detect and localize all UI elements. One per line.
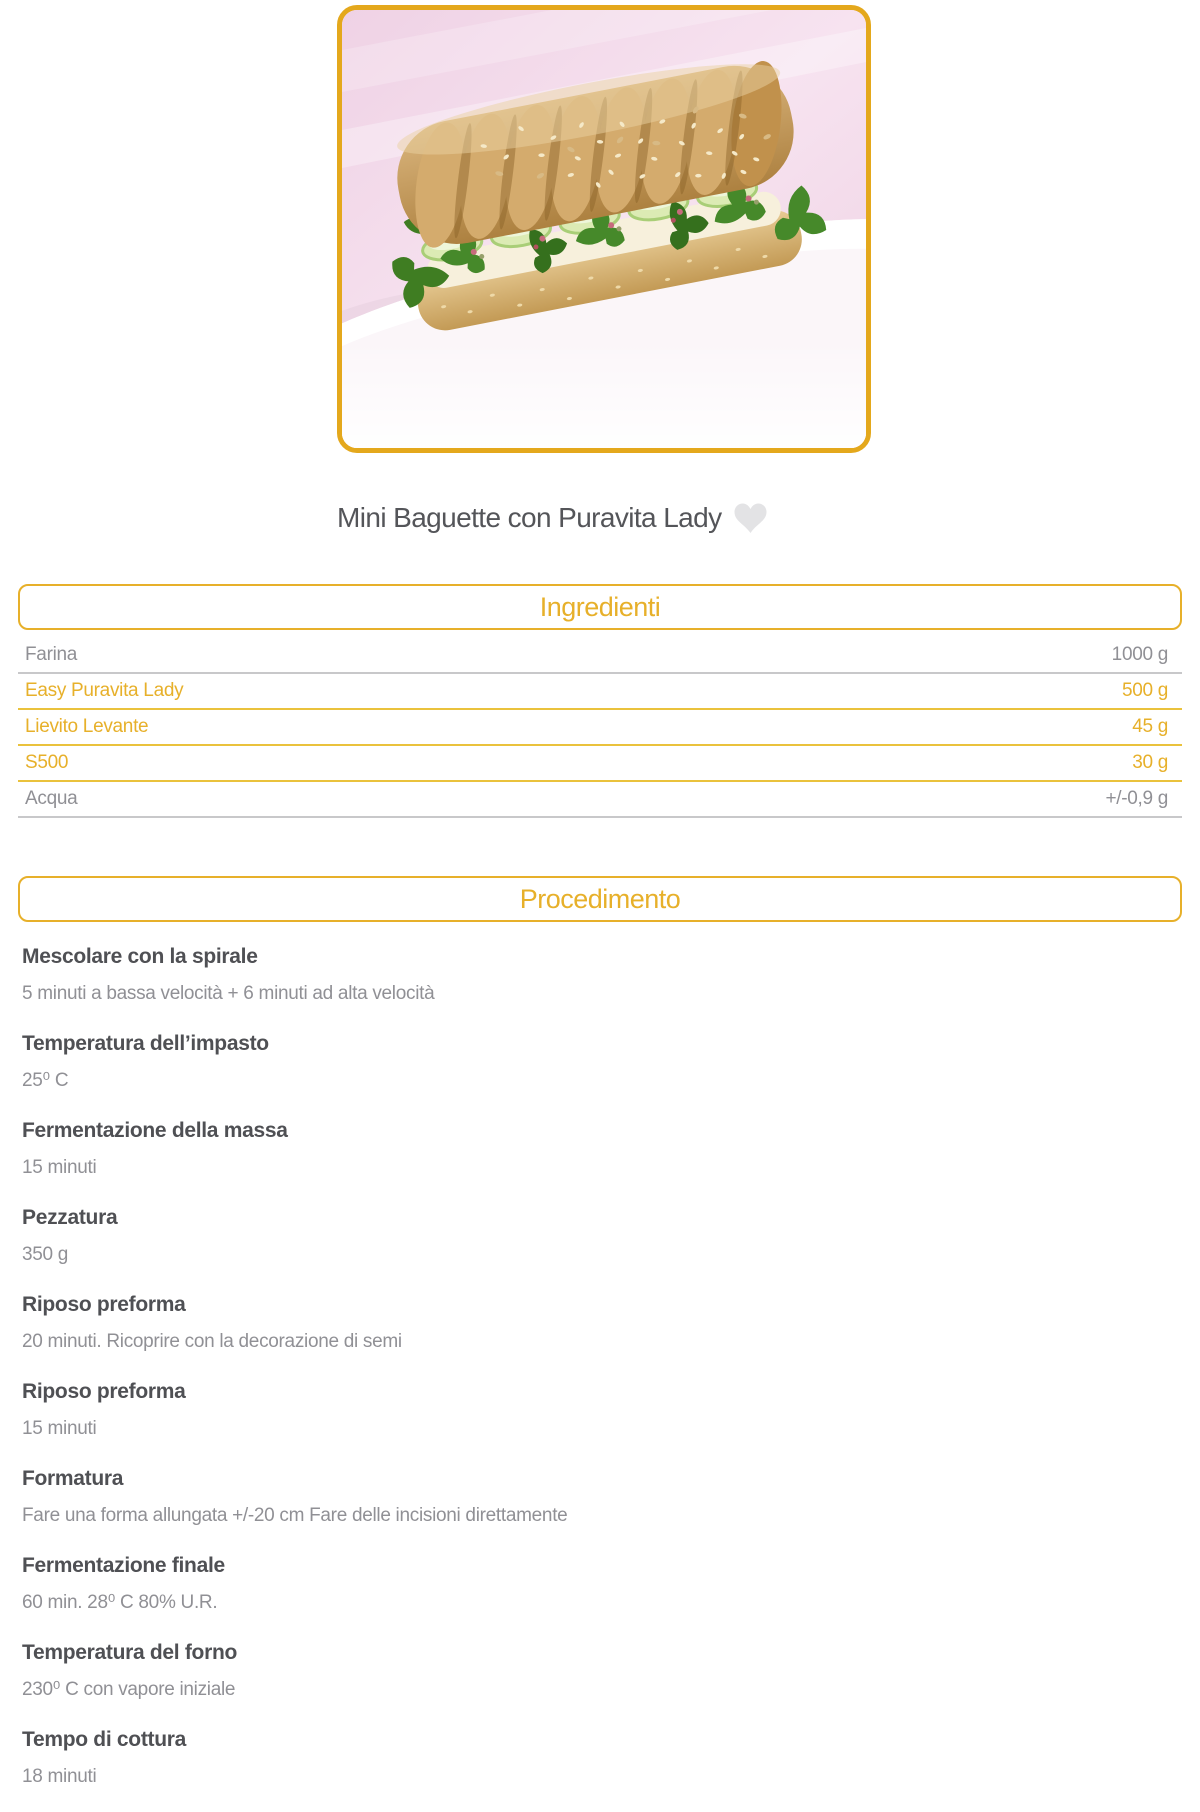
procedure-step (22, 1116, 1172, 1182)
step-title: Fermentazione finale (22, 1554, 225, 1577)
step-text: 230⁰ C con vapore iniziale (22, 1679, 236, 1700)
procedure-step (22, 1551, 1172, 1617)
ingredient-row (18, 746, 1182, 782)
recipe-title: Mini Baguette con Puravita Lady (337, 502, 722, 533)
ingredient-quantity: 500 g (1121, 680, 1168, 701)
recipe-photo-illustration (342, 10, 866, 448)
procedure-header: Procedimento (519, 883, 681, 914)
ingredient-name: Lievito Levante (25, 716, 149, 737)
ingredient-row (18, 674, 1182, 710)
step-text: Fare una forma allungata +/-20 cm Fare delle incisioni direttamente (22, 1505, 568, 1526)
ingredient-name: Acqua (25, 788, 78, 809)
step-text: 60 min. 28⁰ C 80% U.R. (22, 1592, 218, 1613)
procedure-step (22, 1029, 1172, 1095)
step-title: Temperatura del forno (22, 1641, 238, 1664)
step-text: 18 minuti (22, 1766, 97, 1787)
ingredient-name: Farina (25, 644, 78, 665)
procedure-header-box (18, 876, 1182, 922)
ingredients-header: Ingredienti (539, 591, 661, 622)
step-text: 15 minuti (22, 1157, 97, 1178)
ingredients-table (18, 638, 1182, 818)
step-text: 25⁰ C (22, 1070, 69, 1091)
step-title: Tempo di cottura (22, 1728, 186, 1751)
ingredient-name: S500 (25, 752, 69, 773)
step-title: Temperatura dell’impasto (22, 1032, 269, 1055)
ingredient-name: Easy Puravita Lady (25, 680, 184, 701)
ingredient-row (18, 782, 1182, 818)
step-text: 5 minuti a bassa velocità + 6 minuti ad alta velocità (22, 983, 435, 1004)
procedure-step (22, 1464, 1172, 1530)
ingredient-quantity: 30 g (1132, 752, 1168, 773)
procedure-step (22, 1290, 1172, 1356)
heart-icon[interactable] (734, 503, 767, 533)
procedure-step (22, 1377, 1172, 1443)
ingredients-header-box (18, 584, 1182, 630)
step-title: Riposo preforma (22, 1293, 186, 1316)
procedure-step (22, 1203, 1172, 1269)
ingredient-row (18, 638, 1182, 674)
recipe-title-row (337, 497, 767, 539)
ingredient-quantity: 45 g (1132, 716, 1168, 737)
step-text: 15 minuti (22, 1418, 97, 1439)
step-text: 350 g (22, 1244, 69, 1265)
step-text: 20 minuti. Ricoprire con la decorazione di semi (22, 1331, 402, 1352)
step-title: Formatura (22, 1467, 124, 1490)
procedure-step (22, 1638, 1172, 1704)
step-title: Fermentazione della massa (22, 1119, 288, 1142)
ingredient-quantity: +/-0,9 g (1105, 788, 1168, 809)
procedure-step (22, 942, 1172, 1008)
step-title: Riposo preforma (22, 1380, 186, 1403)
ingredient-row (18, 710, 1182, 746)
ingredient-quantity: 1000 g (1111, 644, 1168, 665)
step-title: Mescolare con la spirale (22, 945, 258, 968)
step-title: Pezzatura (22, 1206, 118, 1229)
recipe-photo-card (337, 5, 871, 453)
procedure-step (22, 1725, 1172, 1791)
procedure-steps (22, 942, 1172, 1812)
